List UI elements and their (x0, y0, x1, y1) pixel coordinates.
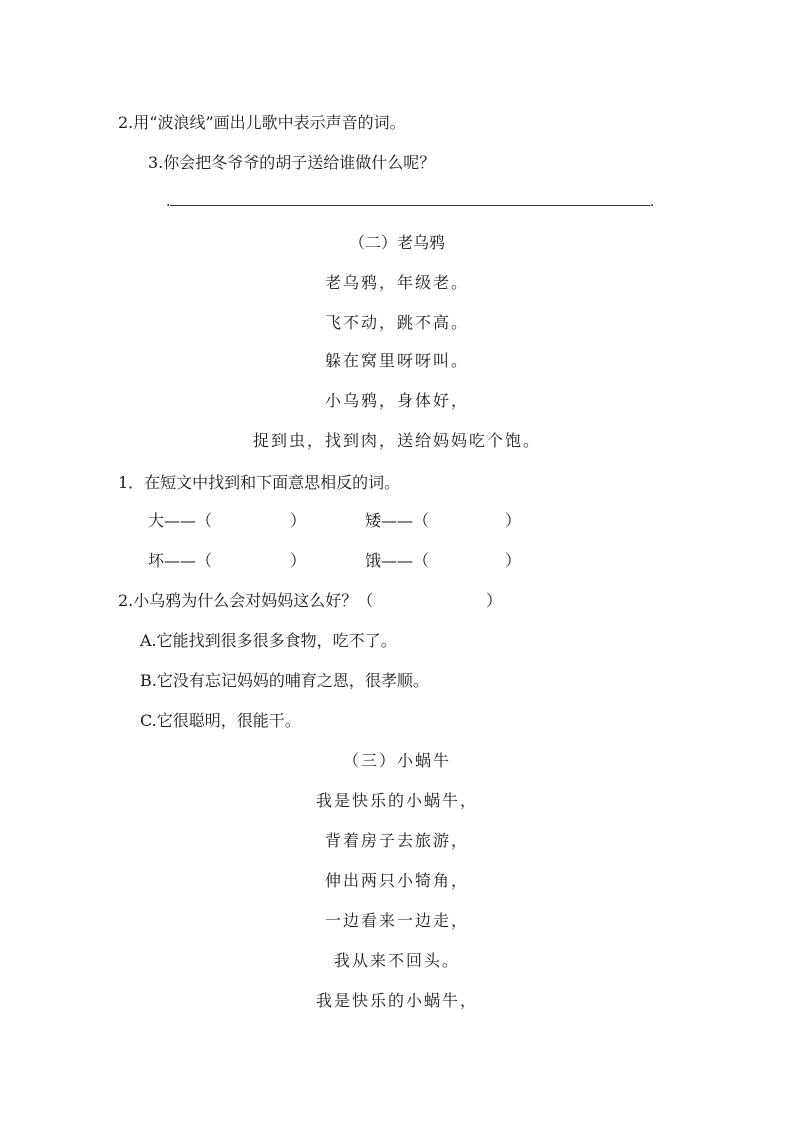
poem-line: 背着房子去旅游， (324, 831, 469, 850)
poem-line: 捉到虫，找到肉，送给妈妈吃个饱。 (252, 431, 541, 450)
question-1-antonyms: 1．在短文中找到和下面意思相反的词。 (118, 473, 401, 492)
antonym-bad-prompt: 坏——（ (148, 551, 213, 570)
option-c: C.它很聪明，很能干。 (140, 711, 301, 730)
option-a: A.它能找到很多很多食物，吃不了。 (140, 631, 397, 650)
antonym-short-close: ） (505, 511, 522, 530)
poem-line: 我是快乐的小蜗牛， (315, 791, 478, 810)
answer-line[interactable] (170, 205, 650, 206)
poem-title-old-crow: （二）老乌鸦 (348, 233, 445, 252)
poem-line: 一边看来一边走， (324, 911, 469, 930)
antonym-big-close: ） (290, 511, 307, 530)
question-2-wave-line: 2.用“波浪线”画出儿歌中表示声音的词。 (118, 113, 406, 132)
poem-line: 老乌鸦，年级老。 (324, 273, 469, 292)
answer-line-end-dot: . (650, 194, 655, 210)
question-2-close-paren: ） (486, 591, 503, 610)
poem-title-little-snail: （三）小蜗牛 (342, 751, 451, 770)
answer-line-start-dot: . (166, 194, 171, 210)
antonym-bad-close: ） (290, 551, 307, 570)
poem-line: 飞不动，跳不高。 (324, 313, 469, 332)
antonym-hungry-close: ） (505, 551, 522, 570)
poem-line: 小乌鸦，身体好， (324, 391, 469, 410)
poem-line: 伸出两只小犄角， (324, 871, 469, 890)
poem-line: 我是快乐的小蜗牛， (315, 991, 478, 1010)
poem-line: 躲在窝里呀呀叫。 (324, 351, 469, 370)
question-2-why-good: 2.小乌鸦为什么会对妈妈这么好？（ (118, 591, 374, 610)
option-b: B.它没有忘记妈妈的哺育之恩，很孝顺。 (140, 671, 429, 690)
antonym-short-prompt: 矮——（ (365, 511, 430, 530)
question-3-beard: 3.你会把冬爷爷的胡子送给谁做什么呢？ (148, 153, 436, 172)
poem-line: 我从来不回头。 (333, 951, 460, 970)
antonym-hungry-prompt: 饿——（ (365, 551, 430, 570)
antonym-big-prompt: 大——（ (148, 511, 213, 530)
